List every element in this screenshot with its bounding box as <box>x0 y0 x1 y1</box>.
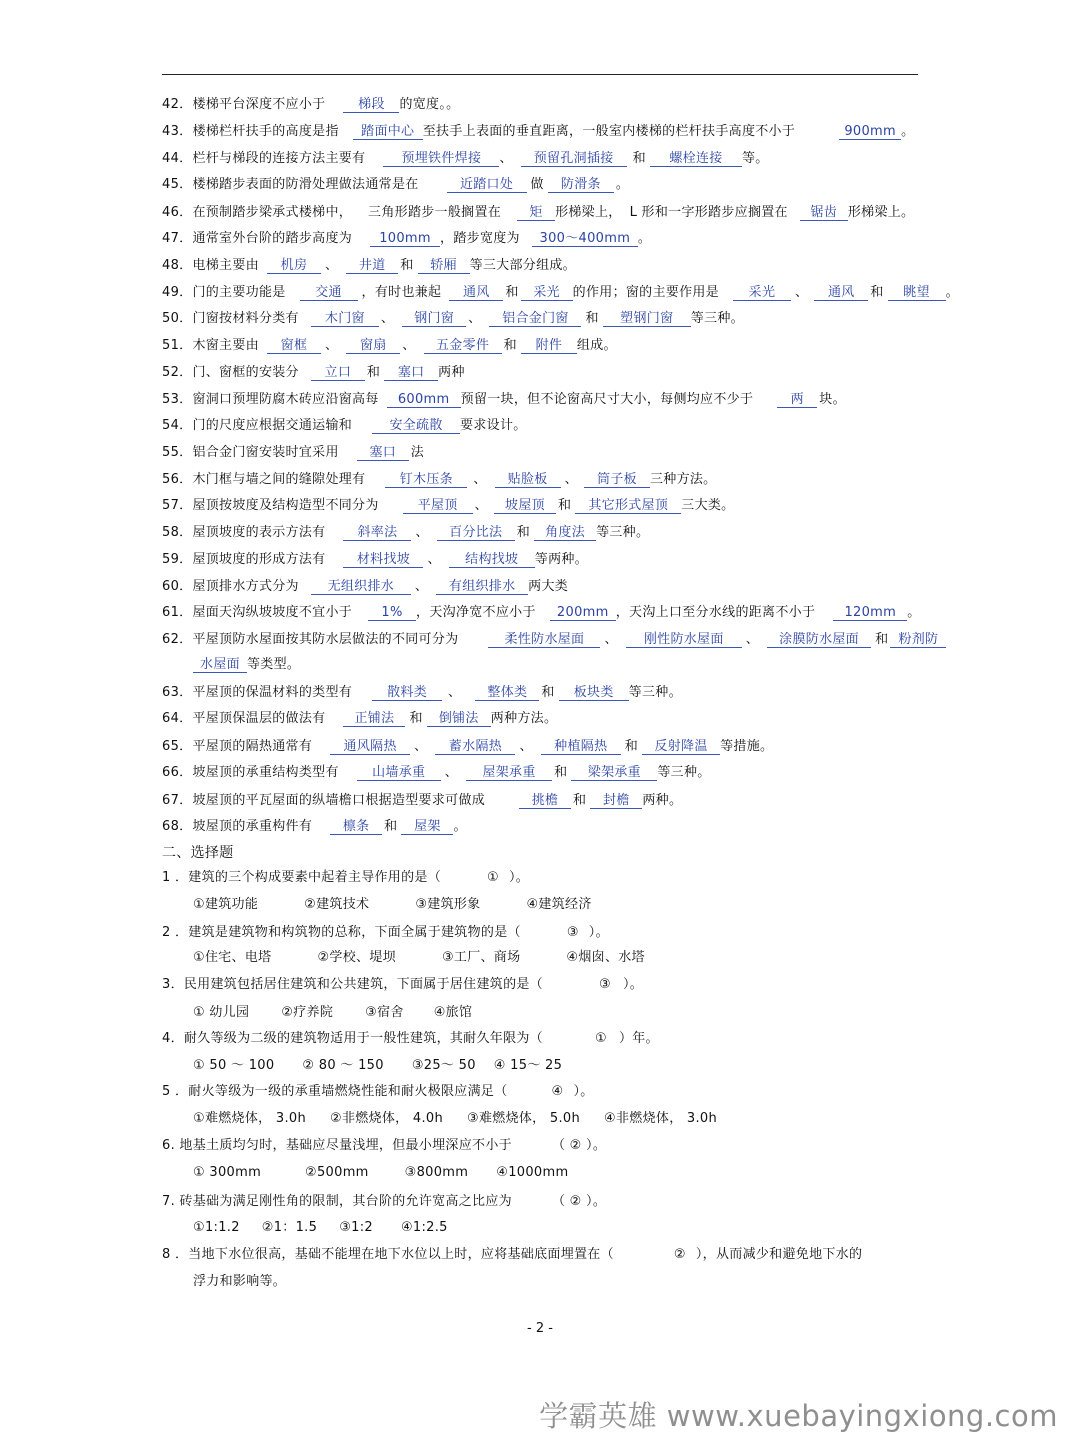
question-text: 三种方法。 <box>649 472 717 487</box>
question-text: ① <box>594 1031 607 1046</box>
question-text: 和 <box>409 711 423 726</box>
question-text: L 形和一字形踏步应搁置在 <box>629 205 788 220</box>
question-text: 6. 地基土质均匀时，基础应尽量浅埋，但最小埋深应不小于 <box>162 1138 512 1153</box>
answer-blank: 平屋顶 <box>403 498 473 514</box>
question-text: 两种。 <box>642 793 683 808</box>
answer-blank: 檩条 <box>330 819 382 835</box>
answer-blank: 散料类 <box>372 685 442 701</box>
question-text: 、 <box>604 632 618 647</box>
question-text: 50．门窗按材料分类有 <box>162 311 299 326</box>
question-text: ③800mm <box>404 1165 469 1180</box>
question-text: 、 <box>448 685 462 700</box>
answer-blank: 刚性防水屋面 <box>626 632 742 648</box>
answer-blank: 锯齿 <box>800 205 848 221</box>
question-line <box>162 1247 862 1263</box>
question-line <box>162 552 588 568</box>
answer-blank: 附件 <box>521 338 577 354</box>
question-text: 预留一块，但不论窗高尺寸大小，每侧均应不少于 <box>460 392 754 407</box>
question-text: 和 <box>557 498 572 513</box>
question-text: ④旅馆 <box>433 1005 473 1020</box>
answer-blank: 梁架承重 <box>571 765 657 781</box>
question-line <box>162 365 465 381</box>
answer-blank: 踏面中心 <box>353 124 423 140</box>
question-text: 7. 砖基础为满足刚性角的限制，其台阶的允许宽高之比应为 <box>162 1194 512 1209</box>
question-text: 和 <box>384 819 398 834</box>
question-line <box>162 711 557 727</box>
answer-blank: 筒子板 <box>584 472 650 488</box>
question-text: 、 <box>473 472 487 487</box>
answer-blank: 安全疏散 <box>372 418 460 434</box>
answer-blank: 结构找坡 <box>449 552 535 568</box>
question-text: ，天沟上口至分水线的距离不小于 <box>615 605 816 620</box>
question-text: ③宿舍 <box>365 1005 404 1020</box>
question-text: 42．楼梯平台深度不应小于 <box>162 97 326 112</box>
question-text: 53．窗洞口预埋防腐木砖应沿窗高每 <box>162 392 379 407</box>
answer-blank: 百分比法 <box>437 525 515 541</box>
question-text: 43．楼梯栏杆扶手的高度是指 <box>162 124 339 139</box>
answer-blank: 矩 <box>517 205 555 221</box>
question-text: 浮力和影响等。 <box>193 1274 287 1289</box>
answer-blank: 900mm <box>839 124 901 140</box>
question-text: 65．平屋顶的隔热通常有 <box>162 739 313 754</box>
answer-blank: 板块类 <box>559 685 629 701</box>
question-text: 。 <box>945 285 959 300</box>
question-text: 、 <box>444 765 459 780</box>
answer-blank: 屋架 <box>401 819 453 835</box>
question-text: 62．平屋顶防水屋面按其防水层做法的不同可分为 <box>162 632 459 647</box>
question-text: 、 <box>324 258 339 273</box>
answer-blank: 防滑条 <box>548 177 614 193</box>
question-text: 、 <box>468 311 482 326</box>
question-text: 66．坡屋顶的承重结构类型有 <box>162 765 339 780</box>
question-text: 两种方法。 <box>490 711 558 726</box>
question-text: 56．木门框与墙之间的缝隙处理有 <box>162 472 366 487</box>
question-text: ②1：1.5 <box>261 1220 318 1235</box>
question-text: 和 <box>585 311 599 326</box>
question-text: ，有时也兼起 <box>361 285 442 300</box>
question-text: 4．耐久等级为二级的建筑物适用于一般性建筑，其耐久年限为（ <box>162 1031 543 1046</box>
question-text: ）年。 <box>618 1031 659 1046</box>
question-text: 三大类。 <box>681 498 735 513</box>
answer-blank: 水屋面 <box>193 657 247 673</box>
question-text: 做 <box>530 177 544 192</box>
answer-blank: 采光 <box>521 285 573 301</box>
answer-blank: 梯段 <box>343 97 399 113</box>
question-text: ②疗养院 <box>281 1005 334 1020</box>
question-text: 三角形踏步一般搁置在 <box>368 205 502 220</box>
answer-blank: 有组织排水 <box>436 579 528 595</box>
answer-blank: 封檐 <box>590 793 642 809</box>
question-text: 52．门、窗框的安装分 <box>162 365 299 380</box>
question-text: ④建筑经济 <box>526 897 592 912</box>
question-text: ① 300mm <box>193 1165 262 1180</box>
answer-blank: 五金零件 <box>424 338 502 354</box>
question-text: 和 <box>624 739 639 754</box>
question-line <box>193 950 645 966</box>
question-text: 55．铝合金门窗安装时宜采用 <box>162 445 339 460</box>
question-text: 、 <box>745 632 760 647</box>
question-text: 。 <box>637 231 652 246</box>
question-text: 和 <box>503 338 517 353</box>
question-line <box>162 793 682 809</box>
question-line <box>162 632 946 648</box>
question-text: 3．民用建筑包括居住建筑和公共建筑，下面属于居住建筑的是（ <box>162 977 543 992</box>
question-line <box>162 418 527 434</box>
question-line <box>162 258 576 274</box>
answer-blank: 蓄水隔热 <box>435 739 515 755</box>
question-line <box>162 338 617 354</box>
question-text: ④1:2.5 <box>400 1220 448 1235</box>
question-line <box>193 657 300 673</box>
question-text: 。 <box>453 819 467 834</box>
answer-blank: 预埋铁件焊接 <box>383 151 499 167</box>
question-line <box>162 819 467 835</box>
question-text: ）。 <box>588 925 609 940</box>
question-text: 63．平屋顶的保温材料的类型有 <box>162 685 353 700</box>
question-text: 、 <box>380 311 395 326</box>
question-text: 等措施。 <box>720 739 774 754</box>
question-text: 61．屋面天沟纵坡坡度不宜小于 <box>162 605 353 620</box>
answer-blank: 角度法 <box>534 525 596 541</box>
question-text: 46．在预制踏步梁承式楼梯中， <box>162 205 353 220</box>
question-text: ③建筑形象 <box>415 897 481 912</box>
question-line <box>193 1005 472 1021</box>
question-line <box>162 525 649 541</box>
question-text: 59．屋顶坡度的形成方法有 <box>162 552 326 567</box>
answer-blank: 采光 <box>733 285 791 301</box>
answer-blank: 钉木压条 <box>385 472 467 488</box>
question-text: ② <box>673 1247 686 1262</box>
answer-blank: 塞口 <box>357 445 409 461</box>
answer-blank: 100mm <box>370 231 440 247</box>
answer-blank: 坡屋顶 <box>494 498 556 514</box>
question-line <box>162 97 459 113</box>
answer-blank: 两 <box>777 392 817 408</box>
question-line <box>193 1111 717 1127</box>
question-text: 法 <box>410 445 425 460</box>
question-text: 两种 <box>438 365 465 380</box>
answer-blank: 井道 <box>346 258 398 274</box>
question-text: ③ <box>566 925 579 940</box>
answer-blank: 铝合金门窗 <box>489 311 581 327</box>
answer-blank: 预留孔洞插接 <box>521 151 627 167</box>
question-text: （ ② ）。 <box>551 1138 607 1153</box>
question-text: 47．通常室外台阶的踏步高度为 <box>162 231 353 246</box>
question-text: 、 <box>794 285 809 300</box>
question-text: 和 <box>632 151 646 166</box>
question-text: 和 <box>875 632 889 647</box>
answer-blank: 通风 <box>814 285 868 301</box>
page-number: - 2 - <box>527 1321 553 1336</box>
answer-blank: 交通 <box>300 285 358 301</box>
question-text: 块。 <box>819 392 846 407</box>
question-text: ）。 <box>508 870 530 885</box>
question-text: ③1:2 <box>339 1220 373 1235</box>
question-text: 等三大部分组成。 <box>469 258 576 273</box>
answer-blank: 窗扇 <box>346 338 400 354</box>
answer-blank: 木门窗 <box>311 311 379 327</box>
question-line <box>162 925 609 941</box>
question-text: ②非燃烧体， 4.0h <box>330 1111 444 1126</box>
question-text: ③难燃烧体， 5.0h <box>467 1111 581 1126</box>
question-line <box>162 472 716 488</box>
answer-blank: 粉剂防 <box>890 632 946 648</box>
question-text: 等三种。 <box>596 525 650 540</box>
question-text: ①住宅、电塔 <box>193 950 272 965</box>
question-text: 54．门的尺度应根据交通运输和 <box>162 418 353 433</box>
question-text: 和 <box>870 285 884 300</box>
answer-blank: 塞口 <box>384 365 438 381</box>
question-text: 的宽度。。 <box>399 97 460 112</box>
question-text: ④1000mm <box>496 1165 569 1180</box>
question-line <box>162 311 744 327</box>
question-line <box>162 765 711 781</box>
question-text: 。 <box>615 177 630 192</box>
answer-blank: 其它形式屋顶 <box>575 498 681 514</box>
question-text: ①1:1.2 <box>193 1220 240 1235</box>
question-text: ，天沟净宽不应小于 <box>416 605 536 620</box>
question-text: ① <box>487 870 499 885</box>
question-text: 、 <box>499 151 513 166</box>
question-text: 、 <box>564 472 578 487</box>
question-text: ③ <box>598 977 611 992</box>
answer-blank: 无组织排水 <box>311 579 411 595</box>
question-text: 。 <box>901 124 915 139</box>
answer-blank: 300～400mm <box>532 231 638 247</box>
question-line <box>162 739 773 755</box>
question-text: ②建筑技术 <box>304 897 370 912</box>
question-text: 67．坡屋顶的平瓦屋面的纵墙檐口根据造型要求可做成 <box>162 793 486 808</box>
question-text: 等。 <box>741 151 769 166</box>
question-line <box>162 977 643 993</box>
question-text: ）。 <box>622 977 644 992</box>
answer-blank: 塑钢门窗 <box>603 311 691 327</box>
question-text: 、 <box>474 498 488 513</box>
question-text: 两大类 <box>528 579 569 594</box>
answer-blank: 反射降温 <box>642 739 720 755</box>
question-line <box>193 1274 286 1290</box>
answer-blank: 螺栓连接 <box>650 151 742 167</box>
answer-blank: 涂膜防水屋面 <box>767 632 871 648</box>
question-text: 5 ．耐火等级为一级的承重墙燃烧性能和耐火极限应满足（ <box>162 1084 508 1099</box>
answer-blank: 斜率法 <box>343 525 411 541</box>
question-text: 和 <box>505 285 519 300</box>
question-line <box>162 392 846 408</box>
answer-blank: 材料找坡 <box>343 552 423 568</box>
question-text: 49．门的主要功能是 <box>162 285 286 300</box>
question-text: 、 <box>414 579 429 594</box>
question-text: 和 <box>516 525 531 540</box>
question-line <box>162 1138 606 1154</box>
question-text: ① 50 ～ 100 <box>193 1058 275 1073</box>
question-text: 。 <box>907 605 921 620</box>
answer-blank: 挑檐 <box>519 793 571 809</box>
question-line <box>162 1194 606 1210</box>
question-line <box>162 1031 659 1047</box>
question-line <box>162 285 959 301</box>
question-line <box>162 231 651 247</box>
question-text: ）。 <box>573 1084 594 1099</box>
answer-blank: 1% <box>368 605 416 621</box>
question-text: ①建筑功能 <box>193 897 259 912</box>
question-text: 2 ．建筑是建筑物和构筑物的总称，下面全属于建筑物的是（ <box>162 925 521 940</box>
question-text: ③工厂、商场 <box>441 950 521 965</box>
question-text: （ ② ）。 <box>551 1194 607 1209</box>
section-title: 二、选择题 <box>162 845 234 861</box>
question-text: 等三种。 <box>657 765 711 780</box>
question-line <box>162 151 769 167</box>
header-rule <box>162 74 918 75</box>
question-text: 形梯梁上， <box>555 205 622 220</box>
question-line <box>162 205 914 221</box>
question-text: 和 <box>554 765 568 780</box>
answer-blank: 600mm <box>387 392 461 408</box>
question-text: ④非燃烧体， 3.0h <box>604 1111 718 1126</box>
question-text: 、 <box>324 338 339 353</box>
question-text: 1 ．建筑的三个构成要素中起着主导作用的是（ <box>162 870 442 885</box>
question-text: ④烟囱、水塔 <box>566 950 645 965</box>
question-text: ②学校、堤坝 <box>317 950 396 965</box>
question-text: ① 幼儿园 <box>193 1005 250 1020</box>
question-text: 68．坡屋顶的承重构件有 <box>162 819 313 834</box>
question-text: ），从而减少和避免地下水的 <box>695 1247 863 1262</box>
question-text: 45．楼梯踏步表面的防滑处理做法通常是在 <box>162 177 419 192</box>
question-line <box>162 445 424 461</box>
question-text: 48．电梯主要由 <box>162 258 259 273</box>
answer-blank: 屋架承重 <box>466 765 552 781</box>
question-text: 57．屋顶按坡度及结构造型不同分为 <box>162 498 379 513</box>
answer-blank: 通风隔热 <box>330 739 410 755</box>
question-text: 等两种。 <box>534 552 588 567</box>
answer-blank: 200mm <box>550 605 616 621</box>
question-text: 要求设计。 <box>460 418 527 433</box>
question-text: 、 <box>414 739 428 754</box>
section-heading <box>162 845 234 861</box>
question-line <box>193 897 592 913</box>
question-text: 51．木窗主要由 <box>162 338 259 353</box>
question-text: 、 <box>415 525 429 540</box>
question-line <box>193 1220 448 1236</box>
question-text: ② 80 ～ 150 <box>302 1058 384 1073</box>
question-line <box>162 579 568 595</box>
question-text: 和 <box>541 685 555 700</box>
watermark: 学霸英雄 www.xuebayingxiong.com <box>539 1399 1058 1433</box>
question-line <box>162 1084 594 1100</box>
question-text: ，踏步宽度为 <box>440 231 520 246</box>
answer-blank: 正铺法 <box>343 711 405 727</box>
answer-blank: 近踏口处 <box>447 177 527 193</box>
question-line <box>162 870 529 886</box>
answer-blank: 贴脸板 <box>495 472 561 488</box>
question-text: 和 <box>366 365 381 380</box>
question-text: ③25～ 50 <box>411 1058 476 1073</box>
question-line <box>193 1165 568 1181</box>
question-text: 等三种。 <box>628 685 682 700</box>
question-line <box>162 498 734 514</box>
question-text: 的作用；窗的主要作用是 <box>572 285 719 300</box>
answer-blank: 通风 <box>449 285 503 301</box>
answer-blank: 轿厢 <box>418 258 470 274</box>
question-text: 、 <box>427 552 441 567</box>
answer-blank: 山墙承重 <box>357 765 441 781</box>
question-text: 58．屋顶坡度的表示方法有 <box>162 525 326 540</box>
question-text: 、 <box>519 739 533 754</box>
answer-blank: 窗框 <box>267 338 321 354</box>
question-text: 44．栏杆与梯段的连接方法主要有 <box>162 151 366 166</box>
answer-blank: 倒铺法 <box>427 711 491 727</box>
question-text: 、 <box>402 338 416 353</box>
question-text: ④ 15～ 25 <box>493 1058 563 1073</box>
question-line <box>162 124 914 140</box>
answer-blank: 眺望 <box>888 285 946 301</box>
question-line <box>162 177 629 193</box>
question-text: ②500mm <box>305 1165 369 1180</box>
question-text: ①难燃烧体， 3.0h <box>193 1111 307 1126</box>
question-line <box>193 1058 562 1074</box>
question-text: 和 <box>573 793 587 808</box>
answer-blank: 机房 <box>267 258 321 274</box>
answer-blank: 立口 <box>311 365 365 381</box>
answer-blank: 柔性防水屋面 <box>488 632 600 648</box>
question-text: ④ <box>551 1084 564 1099</box>
question-text: 和 <box>400 258 414 273</box>
question-text: 至扶手上表面的垂直距离，一般室内楼梯的栏杆扶手高度不小于 <box>422 124 796 139</box>
question-line <box>162 605 921 621</box>
question-text: 形梯梁上。 <box>847 205 915 220</box>
answer-blank: 整体类 <box>475 685 539 701</box>
question-text: 8 ．当地下水位很高，基础不能埋在地下水位以上时，应将基础底面埋置在（ <box>162 1247 614 1262</box>
answer-blank: 120mm <box>833 605 907 621</box>
question-text: 等类型。 <box>247 657 301 672</box>
answer-blank: 种植隔热 <box>541 739 621 755</box>
question-text: 等三种。 <box>690 311 744 326</box>
question-text: 64．平屋顶保温层的做法有 <box>162 711 326 726</box>
question-text: 组成。 <box>576 338 617 353</box>
question-text: 60．屋顶排水方式分为 <box>162 579 299 594</box>
answer-blank: 钢门窗 <box>402 311 466 327</box>
question-line <box>162 685 682 701</box>
